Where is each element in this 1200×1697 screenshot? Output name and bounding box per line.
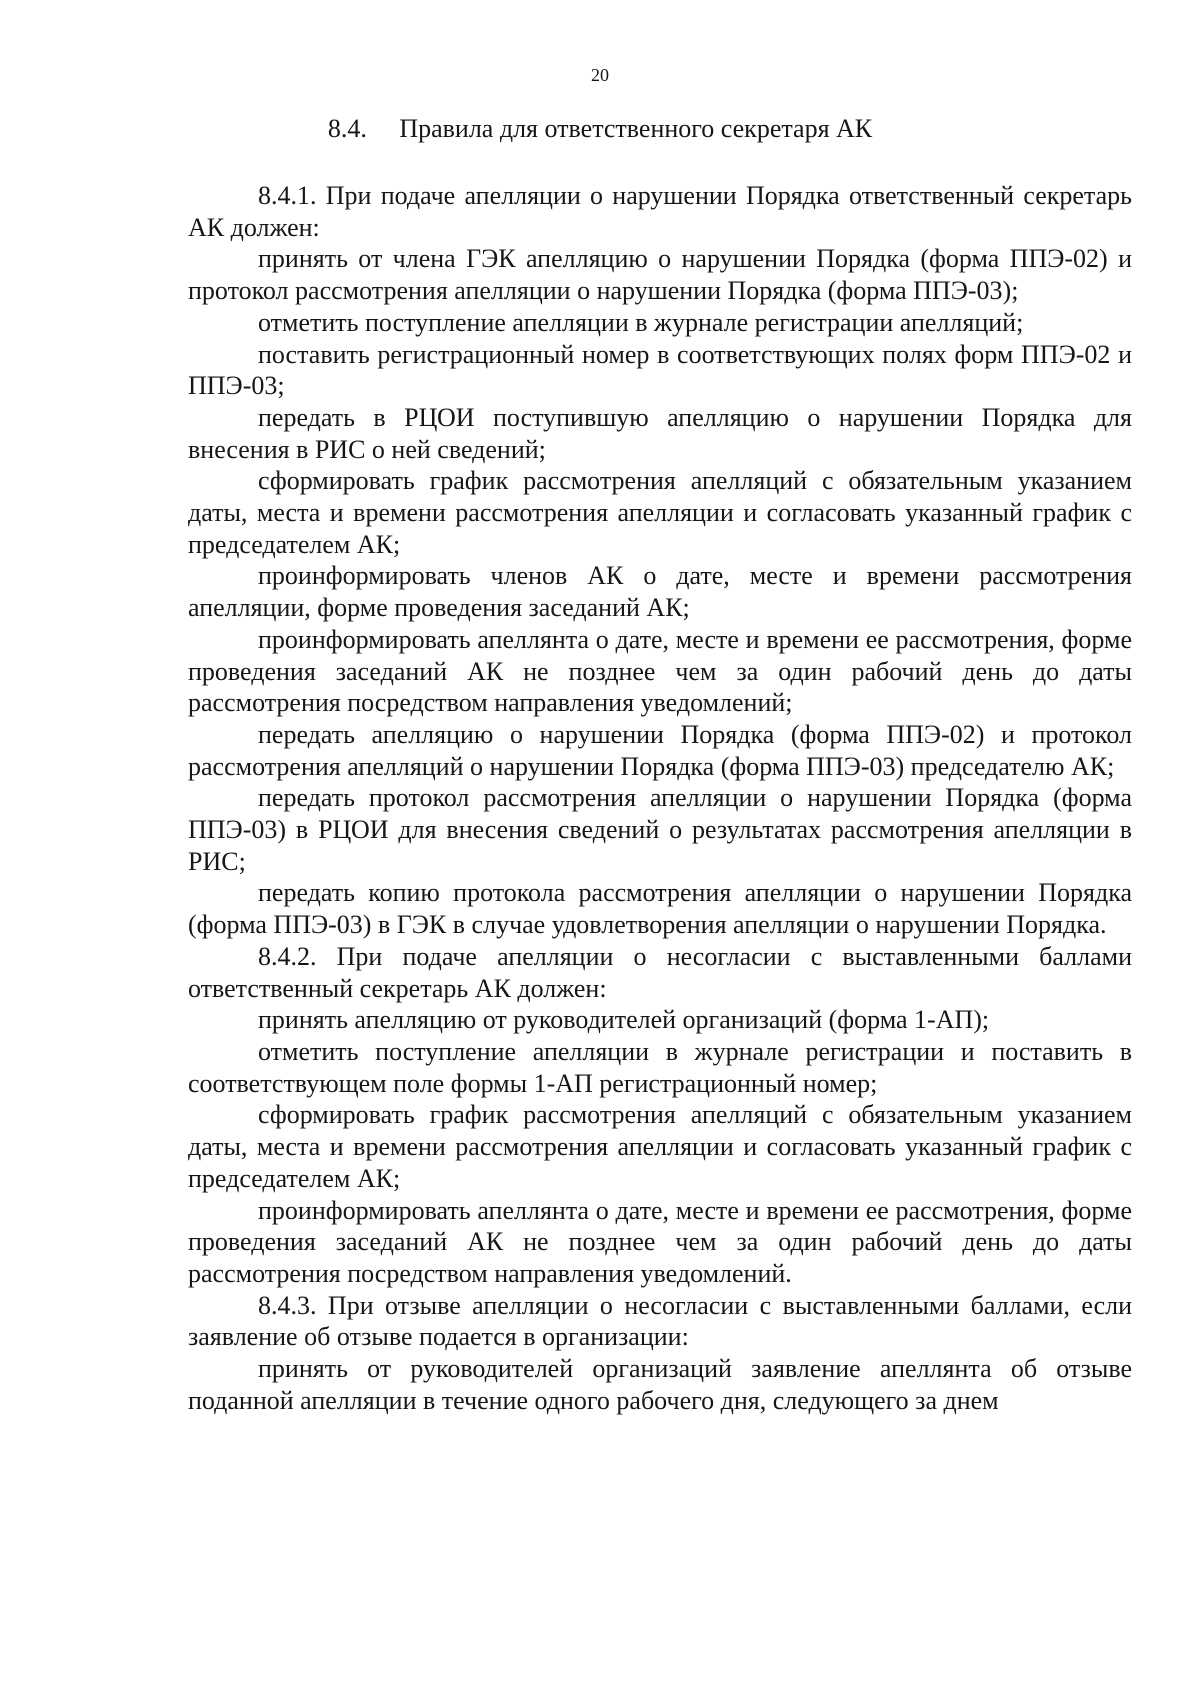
list-item: отметить поступление апелляции в журнале регистрации апелляций;: [258, 307, 1024, 337]
list-item: передать в РЦОИ поступившую апелляцию о нарушении Порядка для внесения в РИС о ней сведений;: [188, 402, 1132, 464]
list-item: проинформировать апеллянта о дате, месте и времени ее рассмотрения, форме проведения заседаний АК не позднее чем за один рабочий день до даты рассмотрения посредством направления уведомлений.: [188, 1195, 1132, 1288]
list-item: принять от члена ГЭК апелляцию о нарушении Порядка (форма ППЭ-02) и протокол рассмотрения апелляции о нарушении Порядка (форма ППЭ-03);: [188, 244, 1132, 306]
list-item: передать протокол рассмотрения апелляции о нарушении Порядка (форма ППЭ-03) в РЦОИ для внесения сведений о результатах рассмотрения апелляции в РИС;: [188, 783, 1132, 876]
list-item: поставить регистрационный номер в соответствующих полях форм ППЭ-02 и ППЭ-03;: [188, 339, 1132, 401]
list-item: передать апелляцию о нарушении Порядка (форма ППЭ-02) и протокол рассмотрения апелляций о нарушении Порядка (форма ППЭ-03) председателю АК;: [188, 719, 1132, 781]
paragraph-8-4-1: 8.4.1. При подаче апелляции о нарушении Порядка ответственный секретарь АК должен:: [188, 181, 1132, 242]
list-item: проинформировать членов АК о дате, месте и времени рассмотрения апелляции, форме проведения заседаний АК;: [188, 561, 1132, 623]
list-item: сформировать график рассмотрения апелляций с обязательным указанием даты, места и времени рассмотрения апелляции и согласовать указанный график с председателем АК;: [188, 1100, 1132, 1193]
list-item: отметить поступление апелляции в журнале регистрации и поставить в соответствующем поле формы 1-АП регистрационный номер;: [188, 1036, 1132, 1098]
list-item: передать копию протокола рассмотрения апелляции о нарушении Порядка (форма ППЭ-03) в ГЭК в случае удовлетворения апелляции о нарушении Порядка.: [188, 878, 1132, 940]
list-item: принять от руководителей организаций заявление апеллянта об отзыве поданной апелляции в течение одного рабочего дня, следующего за днем: [188, 1354, 1132, 1415]
page-number: 20: [591, 65, 609, 85]
list-item: принять апелляцию от руководителей организаций (форма 1-АП);: [258, 1005, 990, 1035]
paragraph-8-4-3: 8.4.3. При отзыве апелляции о несогласии с выставленными баллами, если заявление об отзыве подается в организации:: [188, 1290, 1132, 1352]
document-body: [188, 180, 1132, 1416]
paragraph-8-4-2: 8.4.2. При подаче апелляции о несогласии с выставленными баллами ответственный секретарь АК должен:: [188, 941, 1132, 1003]
section-heading: 8.4. Правила для ответственного секретаря АК: [327, 114, 873, 143]
list-item: сформировать график рассмотрения апелляций с обязательным указанием даты, места и времени рассмотрения апелляции и согласовать указанный график с председателем АК;: [188, 466, 1132, 559]
list-item: проинформировать апеллянта о дате, месте и времени ее рассмотрения, форме проведения заседаний АК не позднее чем за один рабочий день до даты рассмотрения посредством направления уведомлений;: [188, 624, 1132, 718]
